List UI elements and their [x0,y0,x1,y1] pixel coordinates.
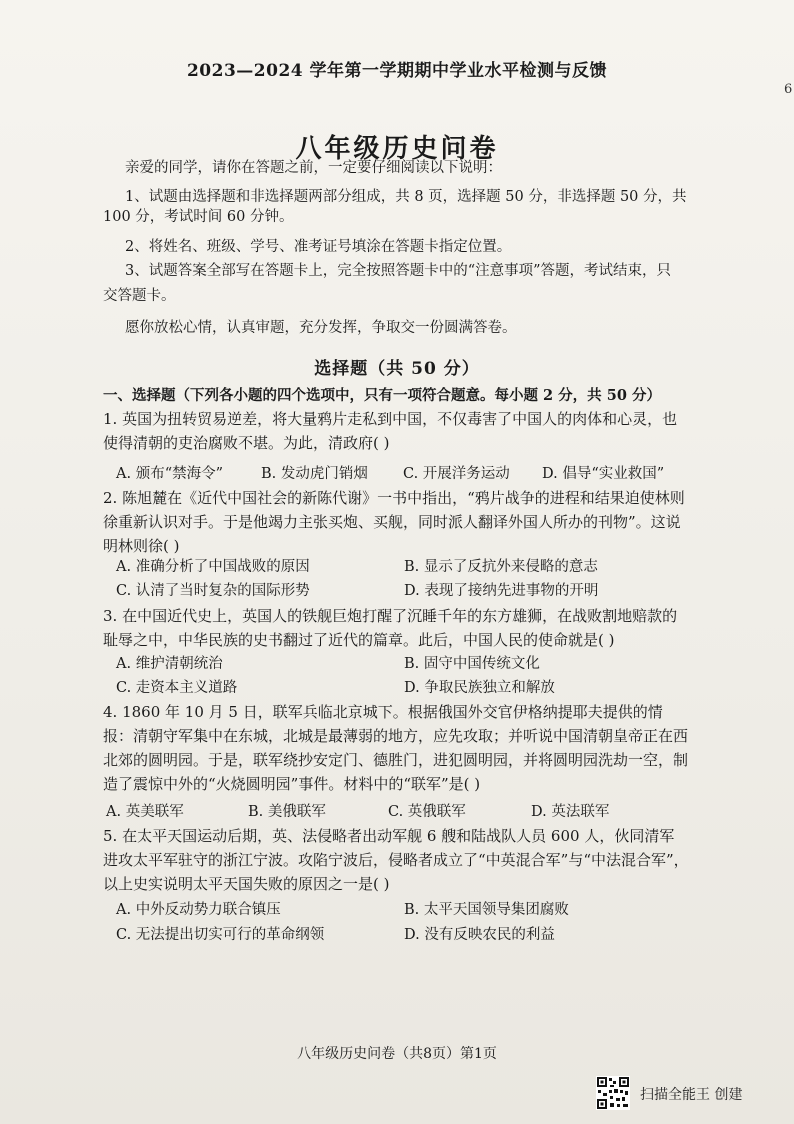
question-2-stem: 2. 陈旭麓在《近代中国社会的新陈代谢》一书中指出，“鸦片战争的进程和结果迫使林则徐重新认识对手。于是他竭力主张买炮、买舰，同时派人翻译外国人所办的刊物”。这说明林则徐( ) [103,489,685,555]
instruction-wish: 愿你放松心情，认真审题，充分发挥，争取交一份圆满答卷。 [125,320,517,336]
scanner-label: 扫描全能王 创建 [640,1087,743,1103]
corner-mark: 6 [784,82,793,97]
instruction-greeting: 亲爱的同学，请你在答题之前，一定要仔细阅读以下说明： [125,160,502,176]
option-b: B. 太平天国领导集团腐败 [404,902,569,918]
question-3-stem: 3. 在中国近代史上，英国人的铁舰巨炮打醒了沉睡千年的东方雄狮，在战败割地赔款的耻辱之中，中华民族的史书翻过了近代的篇章。此后，中国人民的使命就是( ) [103,607,678,649]
question-4-options [106,800,696,822]
question-3-options-row-2 [116,676,696,698]
question-5-options-row-2 [116,923,696,945]
option-c: C. 开展洋务运动 [403,466,510,482]
instruction-item-3-cont: 交答题卡。 [103,288,176,304]
question-2-options-row-2 [116,579,696,601]
paper-title: 八年级历史问卷 [295,134,499,164]
option-b: B. 显示了反抗外来侵略的意志 [404,559,598,575]
question-5-options-row-1 [116,898,696,920]
question-1-stem: 1. 英国为扭转贸易逆差，将大量鸦片走私到中国，不仅毒害了中国人的肉体和心灵，也使得清朝的吏治腐败不堪。为此，清政府( ) [103,410,678,452]
option-b: B. 发动虎门销烟 [261,466,368,482]
instruction-item-3: 3、试题答案全部写在答题卡上，完全按照答题卡中的“注意事项”答题，考试结束，只 [125,263,672,279]
option-b: B. 美俄联军 [248,804,326,820]
option-a: A. 准确分析了中国战败的原因 [116,559,310,575]
option-d: D. 表现了接纳先进事物的开明 [404,583,599,599]
option-c: C. 无法提出切实可行的革命纲领 [116,927,325,943]
option-b: B. 固守中国传统文化 [404,656,540,672]
question-5-stem: 5. 在太平天国运动后期，英、法侵略者出动军舰 6 艘和陆战队人员 600 人，伙同清军进攻太平军驻守的浙江宁波。攻陷宁波后，侵略者成立了“中英混合军”与“中法混合军”，以上史实说明太平天国失败的原因之一是( ) [103,827,689,893]
page-footer: 八年级历史问卷（共8页）第1页 [297,1046,497,1062]
section-description: 一、选择题（下列各小题的四个选项中，只有一项符合题意。每小题 2 分，共 50 分） [103,387,661,404]
question-4-stem: 4. 1860 年 10 月 5 日，联军兵临北京城下。根据俄国外交官伊格纳提耶夫提供的情报：清朝守军集中在东城，北城是最薄弱的地方，应先攻取；并听说中国清朝皇帝正在西北郊的圆明园。于是，联军绕抄安定门、德胜门，进犯圆明园，并将圆明园洗劫一空，制造了震惊中外的“火烧圆明园”事件。材料中的“联军”是( ) [103,703,689,793]
instruction-item-1: 1、试题由选择题和非选择题两部分组成，共 8 页，选择题 50 分，非选择题 50 分，共 100 分，考试时间 60 分钟。 [103,189,687,225]
exam-title: 2023—2024 学年第一学期期中学业水平检测与反馈 [186,61,608,81]
scanner-watermark [596,1076,766,1112]
option-d: D. 争取民族独立和解放 [404,680,555,696]
option-a: A. 颁布“禁海令” [116,466,224,482]
option-c: C. 走资本主义道路 [116,680,238,696]
option-c: C. 英俄联军 [388,804,466,820]
question-2-options-row-1 [116,555,696,577]
section-title: 选择题（共 50 分） [314,359,480,379]
option-d: D. 英法联军 [531,804,610,820]
qr-code-icon [596,1076,630,1110]
option-a: A. 中外反动势力联合镇压 [116,902,281,918]
option-c: C. 认清了当时复杂的国际形势 [116,583,310,599]
option-a: A. 维护清朝统治 [116,656,223,672]
question-3-options-row-1 [116,652,696,674]
option-d: D. 没有反映农民的利益 [404,927,555,943]
option-d: D. 倡导“实业救国” [542,466,665,482]
question-1-options [116,462,696,484]
instruction-item-2: 2、将姓名、班级、学号、准考证号填涂在答题卡指定位置。 [125,239,512,255]
option-a: A. 英美联军 [106,804,184,820]
